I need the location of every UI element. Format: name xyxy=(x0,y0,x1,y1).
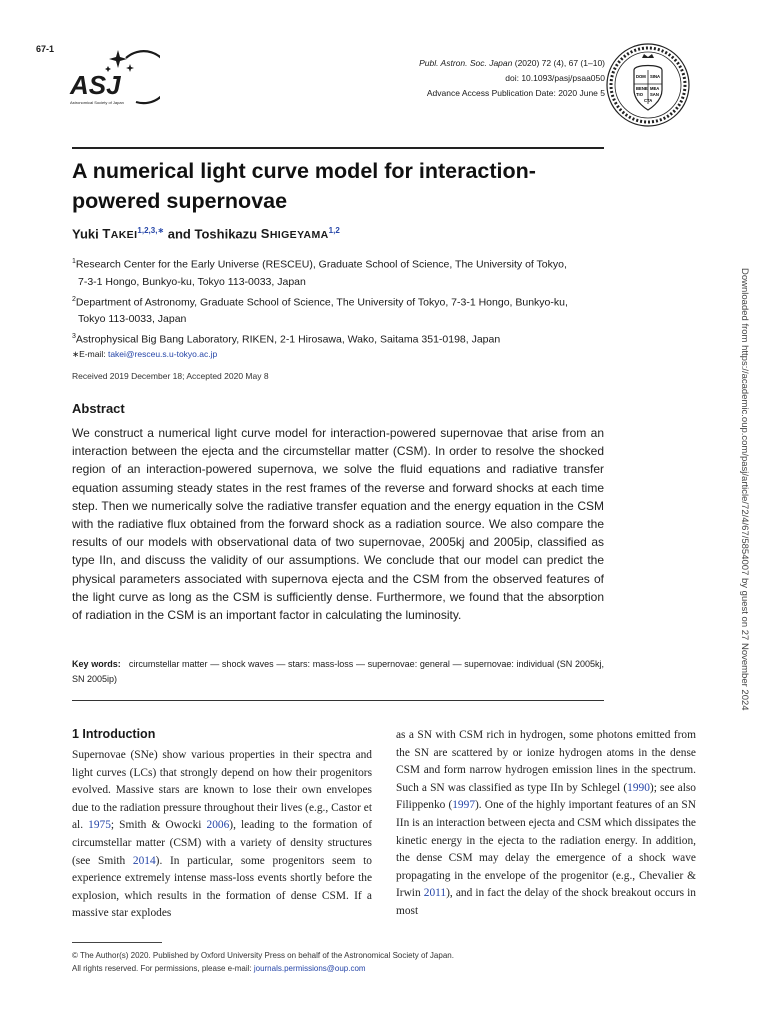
svg-text:DOM: DOM xyxy=(636,74,646,79)
journal-name: Publ. Astron. Soc. Japan xyxy=(419,58,513,68)
body-text: ). In particular, some progenitors seem to experience extremely intense mass-loss events shortly before the explosion, which results in the formation of dense CSM. If a massive star explodes xyxy=(72,854,372,920)
body-text: Supernovae (SNe) show various properties in their spectra and light curves (LCs) that strongly depend on how their progenitors evolved. Massive stars are known to lose their own envelopes due to the radiation pressure throughout their lives (e.g., Castor et al. xyxy=(72,749,372,832)
svg-text:SAN: SAN xyxy=(650,92,659,97)
paper-title: A numerical light curve model for interaction-powered supernovae xyxy=(72,159,536,213)
section-rule xyxy=(72,700,604,701)
citation-link[interactable]: 2014 xyxy=(132,854,156,867)
keywords-text: circumstellar matter — shock waves — stars: mass-loss — supernovae: general — supernovae: individual (SN 2005kj, SN 2005ip) xyxy=(72,659,604,684)
affiliations xyxy=(72,253,608,349)
asj-logo xyxy=(66,44,160,112)
body-text: ; Smith & Owocki xyxy=(110,819,207,832)
citation-link[interactable]: 1975 xyxy=(88,819,111,832)
body-column-right xyxy=(396,727,696,921)
copyright-line: © The Author(s) 2020. Published by Oxford University Press on behalf of the Astronomical Society of Japan. xyxy=(72,951,454,960)
corresponding-email: ∗E-mail: takei@resceu.s.u-tokyo.ac.jp xyxy=(72,349,218,359)
svg-text:BENE: BENE xyxy=(636,86,648,91)
affiliation-item: $^3$Astrophysical Big Bang Laboratory, RIKEN, 2-1 Hirosawa, Wako, Saitama 351-0198, Japan xyxy=(72,333,501,346)
author-first-name: Toshikazu xyxy=(194,226,258,242)
star-icon xyxy=(109,50,127,68)
author-first-name: Yuki xyxy=(72,226,99,242)
journal-info xyxy=(285,56,605,101)
keywords xyxy=(72,657,604,687)
body-column-left xyxy=(72,747,372,923)
author-last-name: TAKEI xyxy=(102,226,138,242)
download-watermark: Downloaded from https://academic.oup.com/pasj/article/72/4/67/5854007 by guest on 27 November 2024 xyxy=(739,268,750,711)
citation-link[interactable]: 1997 xyxy=(452,799,476,812)
author-affil-marks[interactable]: 1,2,3,∗ xyxy=(137,226,165,235)
advance-access-date: Advance Access Publication Date: 2020 June 5 xyxy=(426,88,605,98)
body-text: ), and in fact the delay of the shock breakout occurs in most xyxy=(396,887,697,917)
abstract-heading: Abstract xyxy=(72,401,125,416)
author-affil-marks[interactable]: 1,2 xyxy=(328,226,340,235)
author-list xyxy=(72,226,340,241)
email-link[interactable]: takei@resceu.s.u-tokyo.ac.jp xyxy=(107,349,218,359)
star-icon xyxy=(126,64,134,72)
author-last-name: SHIGEYAMA xyxy=(260,226,329,242)
permissions-line: All rights reserved. For permissions, please e-mail: xyxy=(72,964,254,973)
citation-link[interactable]: 1990 xyxy=(627,781,650,794)
received-dates: Received 2019 December 18; Accepted 2020 May 8 xyxy=(72,371,269,381)
keywords-label: Key words: xyxy=(72,659,121,669)
body-text: ); see also Filippenko ( xyxy=(396,781,696,812)
svg-text:TIO: TIO xyxy=(636,92,643,97)
citation-link[interactable]: 2011 xyxy=(423,887,447,900)
section-heading-introduction: 1 Introduction xyxy=(72,727,156,741)
citation-link[interactable]: 2006 xyxy=(206,819,230,832)
header-rule xyxy=(72,147,604,149)
journal-volume: (2020) 72 (4), 67 (1–10) xyxy=(514,58,605,68)
body-text: ). One of the highly important features of an SN IIn is an interaction between ejecta and CSM which dissipates the kinetic energy in the ejecta to the radiation energy. In addition, the dense CSM may delay the emergence of a shock wave propagating in the envelope of the progenitor (e.g., Chevalier & Irwin xyxy=(396,799,696,900)
author-connector: and xyxy=(167,226,191,242)
page-number: 67-1 xyxy=(36,44,55,54)
svg-text:Astronomical Society of Japan: Astronomical Society of Japan xyxy=(70,100,124,105)
permissions-email-link[interactable]: journals.permissions@oup.com xyxy=(253,964,366,973)
footer-rule xyxy=(72,942,162,943)
affiliation-item: $^1$Research Center for the Early Universe (RESCEU), Graduate School of Science, The University of Tokyo, 7-3-1 Hongo, Bunkyo-ku, Tokyo 113-0033, Japan xyxy=(72,258,567,288)
abstract-body: We construct a numerical light curve model for interaction-powered supernovae that arise from an interaction between the ejecta and the circumstellar matter (CSM). In order to resolve the shocked region of an interaction-powered supernova, we solve the fluid equations and radiative transfer equation assuming steady states in the rest frames of the reverse and forward shocks at each time step. Then we numerically solve the radiative transfer equation and the energy equation in the CSM with the radiative flux obtained from the forward shock as a radiation source. We also compare the results of our models with observational data of two supernovae, 2005kj and 2005ip, classified as type IIn, and discuss the validity of our assumptions. We conclude that our model can predict the physical parameters associated with supernova ejecta and the CSM from the observed features of the light curve as long as the CSM is sufficiently dense. Furthermore, we found that the absorption of radiation in the CSM is an important factor in calculating the luminosity. xyxy=(72,426,604,623)
journal-doi: doi: 10.1093/pasj/psaa050 xyxy=(505,73,605,83)
svg-text:MEA: MEA xyxy=(650,86,660,91)
svg-text:ASJ: ASJ xyxy=(70,70,121,100)
body-text: as a SN with CSM rich in hydrogen, some photons emitted from the SN are scattered by or ionize hydrogen atoms in the dense CSM and form narrow hydrogen emission lines in the spectrum. Such a SN was classified as type IIn by Schlegel ( xyxy=(396,729,696,794)
svg-text:SINA: SINA xyxy=(650,74,661,79)
oup-seal-icon xyxy=(604,40,692,130)
svg-text:CTA: CTA xyxy=(644,98,653,103)
affiliation-item: $^2$Department of Astronomy, Graduate School of Science, The University of Tokyo, 7-3-1 Hongo, Bunkyo-ku, Tokyo 113-0033, Japan xyxy=(72,295,568,325)
copyright-footer xyxy=(72,949,454,975)
body-text: ), leading to the formation of circumstellar matter (CSM) with a variety of density structures (see Smith xyxy=(72,819,372,867)
